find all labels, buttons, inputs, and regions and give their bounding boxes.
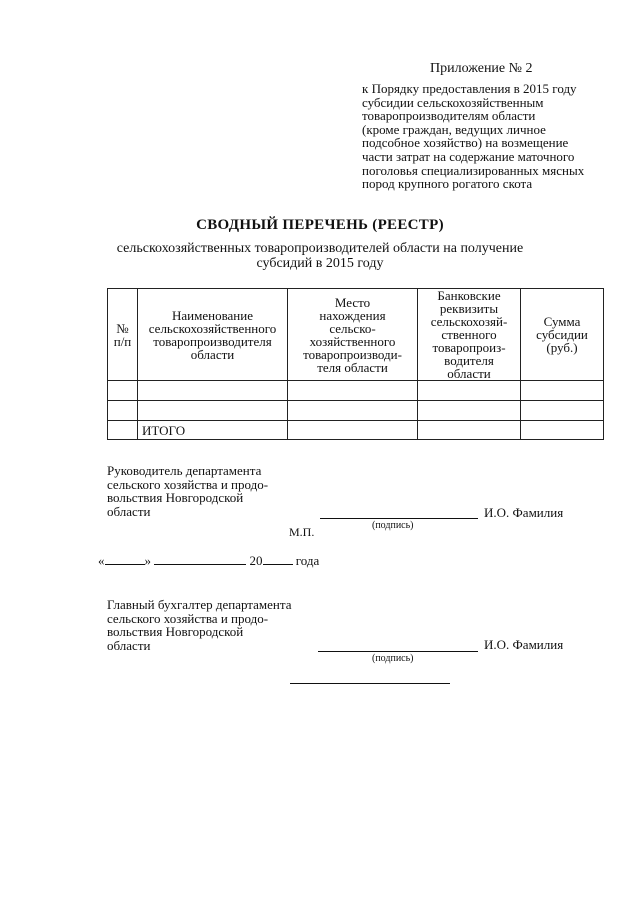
closing-rule [290, 683, 450, 684]
header-line: области [447, 366, 491, 381]
appendix-line: подсобное хозяйство) на возмещение [362, 135, 569, 151]
header-line: сельскохозяйственного [148, 320, 277, 336]
appendix-line: поголовья специализированных мясных [362, 162, 585, 178]
signatory-title-line: Руководитель департамента [107, 463, 262, 478]
signature-line-accountant [318, 651, 478, 652]
table-cell [521, 421, 604, 440]
appendix-title: Приложение № 2 [430, 61, 533, 76]
header-location [288, 289, 418, 381]
date-open-quote: « [98, 553, 105, 568]
signatory-title-line: сельского хозяйства и продо- [107, 610, 269, 626]
signatory-name-head: И.О. Фамилия [484, 505, 564, 520]
header-line: товаропроизводи- [303, 346, 402, 362]
appendix-line: пород крупного рогатого скота [362, 176, 533, 192]
table-cell [418, 401, 521, 421]
appendix-line: к Порядку предоставления в 2015 году [362, 81, 577, 96]
signatory-title-line: сельского хозяйства и продо- [107, 476, 269, 492]
header-line: водителя [444, 353, 494, 368]
table-cell [521, 381, 604, 401]
total-label: ИТОГО [138, 421, 288, 440]
registry-table [107, 288, 604, 440]
table-cell [108, 381, 138, 401]
header-line: реквизиты [439, 301, 499, 316]
header-bank-details [418, 289, 521, 381]
table-cell [108, 421, 138, 440]
subtitle-line: сельскохозяйственных товаропроизводителей области на получение [116, 241, 524, 256]
header-line: субсидии [536, 327, 588, 342]
table-cell [108, 401, 138, 421]
header-number [108, 289, 138, 381]
header-line: товаропроизводителя [153, 333, 272, 349]
header-line: теля области [317, 359, 388, 375]
header-line: товаропроиз- [432, 340, 506, 355]
date-line [98, 553, 319, 569]
table-cell [418, 381, 521, 401]
header-line: сельско- [329, 320, 376, 336]
header-line: (руб.) [546, 340, 578, 355]
header-subsidy-amount [521, 289, 604, 381]
header-line: сельскохозяй- [430, 314, 508, 329]
subtitle-line: субсидий в 2015 году [256, 256, 384, 271]
table-cell [138, 401, 288, 421]
signature-line-head [320, 518, 478, 519]
table-cell [138, 381, 288, 401]
appendix-description [362, 82, 612, 191]
header-line: Банковские [437, 288, 501, 303]
date-month-blank [154, 553, 246, 565]
seal-label: М.П. [289, 525, 315, 539]
signatory-title-line: вольствия Новгородской [107, 490, 244, 505]
appendix-line: (кроме граждан, ведущих личное [362, 121, 546, 137]
appendix-line: товаропроизводителям области [362, 108, 536, 124]
table-row [108, 401, 604, 421]
table-cell [288, 401, 418, 421]
header-line: п/п [113, 333, 132, 349]
date-year-blank [263, 553, 293, 565]
date-day-blank [105, 553, 145, 565]
date-suffix: года [295, 553, 320, 568]
signatory-title-line: области [107, 637, 151, 653]
header-line: № [116, 320, 129, 336]
document-subtitle [0, 241, 640, 271]
signatory-title-head [107, 464, 268, 518]
date-century: 20 [249, 553, 263, 568]
appendix-line: субсидии сельскохозяйственным [362, 94, 544, 110]
header-line: Наименование [172, 307, 253, 323]
appendix-line: части затрат на содержание маточного [362, 148, 575, 164]
table-total-row [108, 421, 604, 440]
signatory-title-line: вольствия Новгородской [107, 624, 244, 639]
header-line: хозяйственного [309, 333, 396, 349]
table-cell [288, 381, 418, 401]
table-cell [521, 401, 604, 421]
header-line: Место [334, 294, 371, 310]
table-cell [418, 421, 521, 440]
header-producer-name [138, 289, 288, 381]
table-row [108, 381, 604, 401]
date-close-quote: » [144, 553, 151, 568]
header-line: Сумма [543, 314, 581, 329]
table-cell [288, 421, 418, 440]
signatory-title-line: области [107, 503, 151, 519]
signatory-title-accountant [107, 598, 291, 652]
signature-caption-head: (подпись) [372, 520, 414, 531]
signatory-name-accountant: И.О. Фамилия [484, 637, 564, 652]
header-line: области [190, 346, 235, 362]
header-line: ственного [441, 327, 497, 342]
signatory-title-line: Главный бухгалтер департамента [107, 597, 292, 612]
document-title: СВОДНЫЙ ПЕРЕЧЕНЬ (РЕЕСТР) [196, 217, 444, 233]
signature-caption-accountant: (подпись) [372, 653, 414, 664]
table-header-row [108, 289, 604, 381]
header-line: нахождения [319, 307, 386, 323]
